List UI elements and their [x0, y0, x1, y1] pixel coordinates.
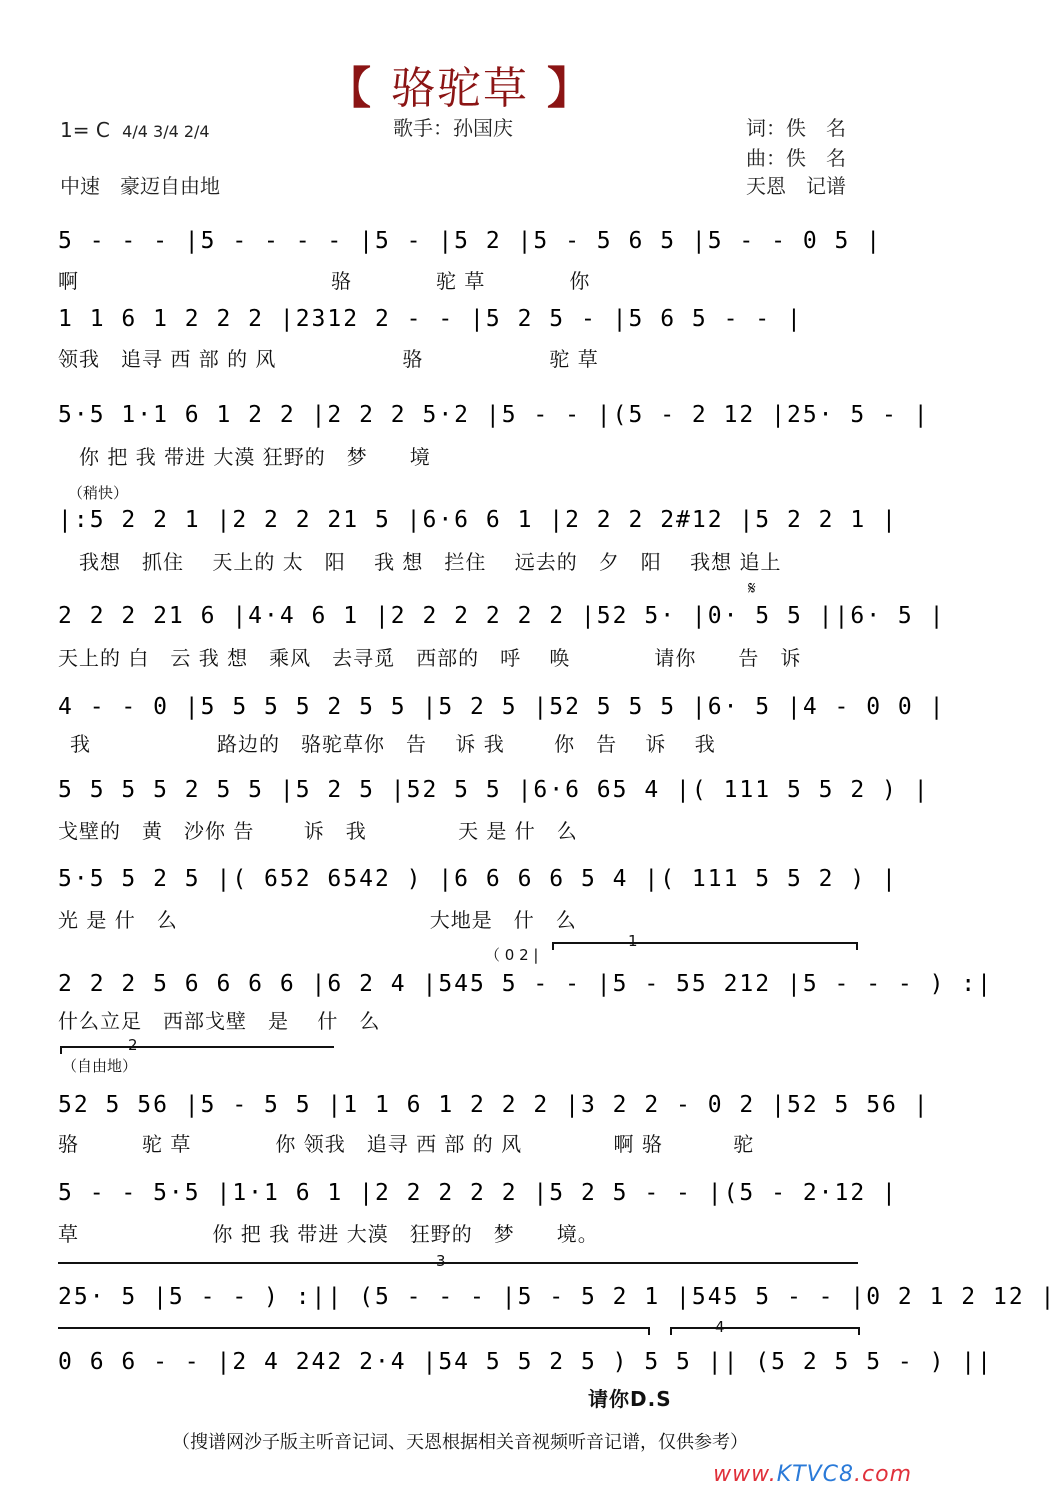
score-row-4-lyrics: 我想 抓住 天上的 太 阳 我 想 拦住 远去的 夕 阳 我想 追上	[58, 550, 782, 574]
time-sig-3: 2/4	[183, 122, 210, 141]
score-row-2-lyrics: 领我 追寻 西 部 的 风 骆 驼 草	[58, 347, 599, 371]
score-row-10-notes: 52 5 56 |5 - 5 5 |1 1 6 1 2 2 2 |3 2 2 - 0 2 |52 5 56 |	[58, 1092, 930, 1118]
time-sig-2: 3/4	[153, 122, 179, 141]
volta-number-4: 4	[715, 1318, 725, 1336]
volta-bracket-1	[552, 942, 858, 950]
score-row-6-lyrics: 我 路边的 骆驼草你 告 诉 我 你 告 诉 我	[70, 732, 716, 756]
score-row-9-notes: 2 2 2 5 6 6 6 6 |6 2 4 |545 5 - - |5 - 55 212 |5 - - - ) :|	[58, 971, 993, 997]
score-row-10-lyrics: 骆 驼 草 你 领我 追寻 西 部 的 风 啊 骆 驼	[58, 1132, 755, 1156]
volta-bracket-3-end	[58, 1327, 650, 1335]
score-row-8-lyrics: 光 是 什 么 大地是 什 么	[58, 908, 577, 932]
singer-label: 歌手：孙国庆	[393, 116, 513, 140]
score-row-2-notes: 1 1 6 1 2 2 2 |2312 2 - - |5 2 5 - |5 6 5 - - |	[58, 306, 803, 332]
tempo-label: 中速 豪迈自由地	[60, 174, 220, 198]
volta-bracket-3	[58, 1262, 858, 1270]
watermark-brand: KTVC8	[776, 1462, 855, 1487]
score-row-11-lyrics: 草 你 把 我 带进 大漠 狂野的 梦 境。	[58, 1222, 599, 1246]
title-bracket-right: 】	[547, 63, 593, 114]
time-sig-1: 4/4	[122, 122, 148, 141]
score-row-6-notes: 4 - - 0 |5 5 5 5 2 5 5 |5 2 5 |52 5 5 5 |6· 5 |4 - 0 0 |	[58, 694, 946, 720]
title-bracket-left: 【	[327, 63, 373, 114]
score-row-12-notes: 25· 5 |5 - - ) :|| (5 - - - |5 - 5 2 1 |545 5 - - |0 2 1 2 12 |	[58, 1284, 1056, 1310]
segno-icon: 𝄋	[748, 578, 756, 599]
watermark-prefix: www.	[713, 1462, 777, 1487]
score-row-13-notes: 0 6 6 - - |2 4 242 2·4 |54 5 5 2 5 ) 5 5 || (5 2 5 5 - ) ||	[58, 1349, 993, 1375]
score-row-11-notes: 5 - - 5·5 |1·1 6 1 |2 2 2 2 2 |5 2 5 - - |(5 - 2·12 |	[58, 1180, 898, 1206]
score-row-1-lyrics: 啊 骆 驼 草 你	[58, 269, 591, 293]
page-title	[0, 52, 920, 116]
key-label: 1= C	[60, 118, 110, 142]
volta-bracket-4	[670, 1327, 860, 1335]
score-row-9-lyrics: 什么立足 西部戈壁 是 什 么	[58, 1009, 381, 1033]
watermark	[713, 1462, 912, 1487]
key-signature	[60, 118, 210, 142]
score-row-5-lyrics: 天上的 白 云 我 想 乘风 去寻觅 西部的 呼 唤 请你 告 诉	[58, 646, 802, 670]
score-row-5-notes: 2 2 2 21 6 |4·4 6 1 |2 2 2 2 2 2 |52 5· |0· 5 5 ||6· 5 |	[58, 603, 946, 629]
composer-label: 曲：佚 名	[746, 146, 846, 170]
ds-marking: 请你D.S	[588, 1387, 672, 1411]
footer-note: （搜谱网沙子版主听音记词、天恩根据相关音视频听音记谱，仅供参考）	[172, 1432, 748, 1453]
volta-number-3: 3	[436, 1252, 446, 1270]
pickup-marking: （ 0 2 |	[485, 946, 539, 964]
score-row-7-notes: 5 5 5 5 2 5 5 |5 2 5 |52 5 5 |6·6 65 4 |( 111 5 5 2 ) |	[58, 777, 930, 803]
faster-marking: （稍快）	[68, 484, 129, 502]
score-row-3-notes: 5·5 1·1 6 1 2 2 |2 2 2 5·2 |5 - - |(5 - 2 12 |25· 5 - |	[58, 402, 930, 428]
song-title: 骆驼草	[391, 63, 529, 114]
transcriber-label: 天恩 记谱	[746, 174, 846, 198]
lyricist-label: 词：佚 名	[746, 116, 846, 140]
score-row-8-notes: 5·5 5 2 5 |( 652 6542 ) |6 6 6 6 5 4 |( 111 5 5 2 ) |	[58, 866, 898, 892]
watermark-suffix: .com	[854, 1462, 912, 1487]
score-row-3-lyrics: 你 把 我 带进 大漠 狂野的 梦 境	[58, 445, 431, 469]
volta-bracket-2	[60, 1046, 334, 1054]
volta-number-2: 2	[128, 1036, 138, 1054]
score-row-7-lyrics: 戈壁的 黄 沙你 告 诉 我 天 是 什 么	[58, 819, 578, 843]
free-marking: （自由地）	[62, 1057, 138, 1075]
time-signatures	[122, 122, 209, 141]
volta-number-1: 1	[628, 932, 638, 950]
score-row-4-notes: |:5 2 2 1 |2 2 2 21 5 |6·6 6 1 |2 2 2 2#12 |5 2 2 1 |	[58, 507, 898, 533]
score-row-1-notes: 5 - - - |5 - - - - |5 - |5 2 |5 - 5 6 5 |5 - - 0 5 |	[58, 228, 883, 254]
